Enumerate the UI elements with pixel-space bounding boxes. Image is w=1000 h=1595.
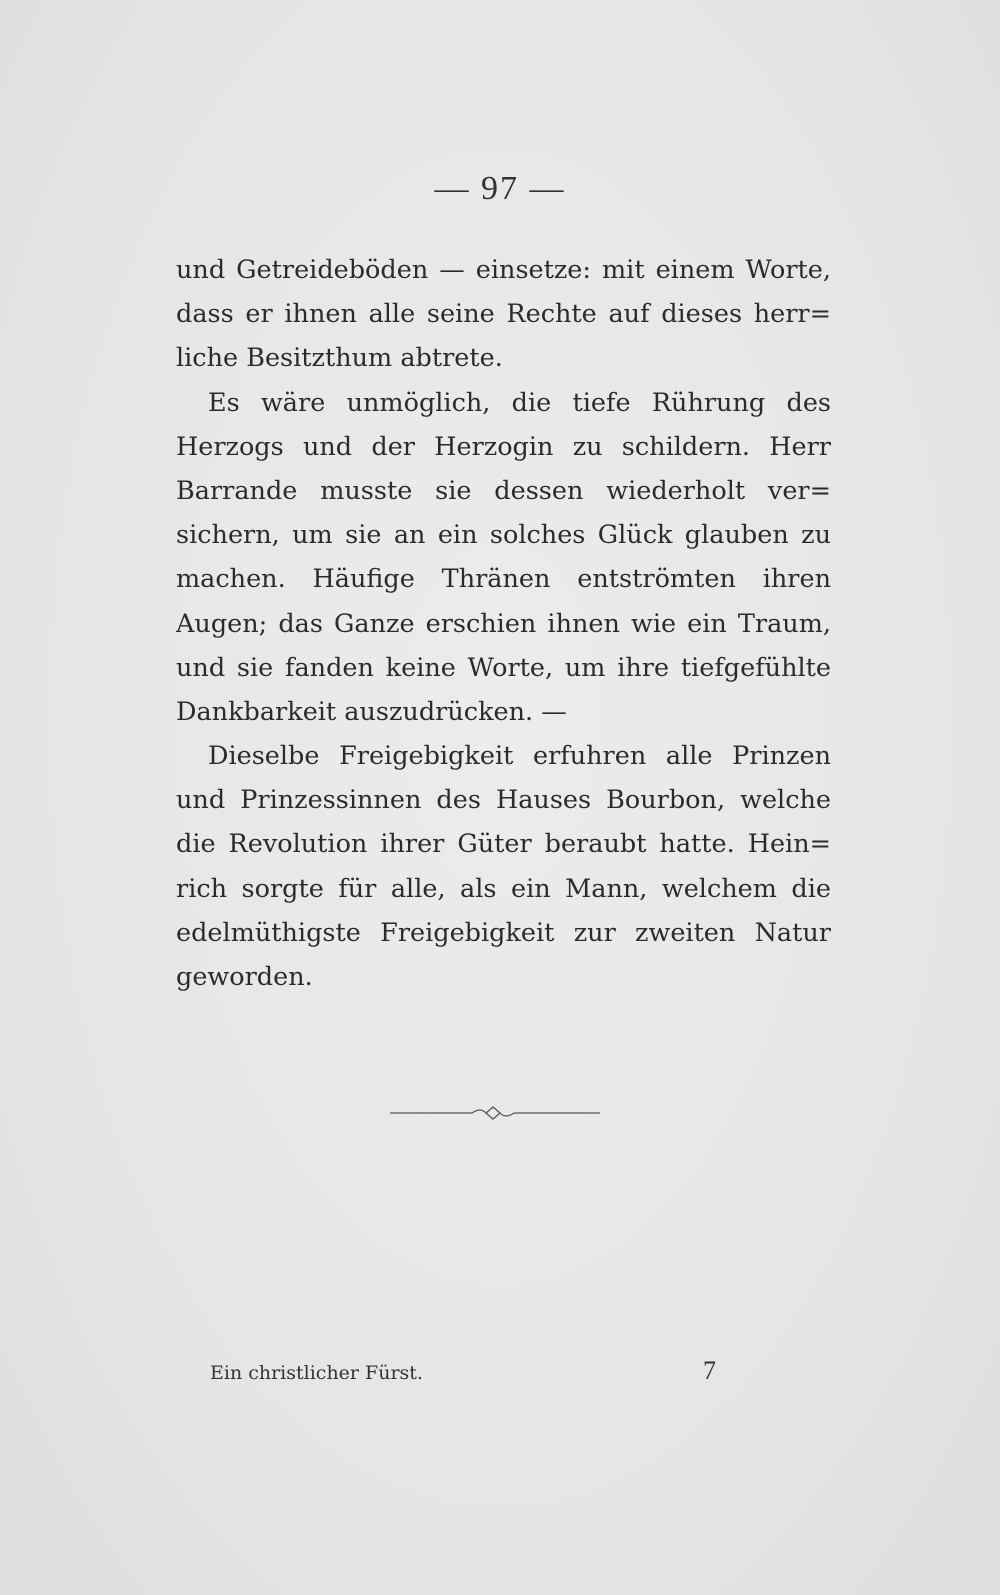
text-line: machen. Häufige Thränen entströmten ihren: [176, 564, 831, 595]
text-line: dass er ihnen alle seine Rechte auf dieses herr=: [176, 299, 831, 330]
text-line: und Prinzessinnen des Hauses Bourbon, welche: [176, 785, 831, 816]
text-line: Barrande musste sie dessen wiederholt ver=: [176, 475, 831, 506]
ornament-divider: [390, 1103, 610, 1123]
text-line: und sie fanden keine Worte, um ihre tiefgefühlte: [176, 652, 831, 683]
text-line: Augen; das Ganze erschien ihnen wie ein Traum,: [176, 608, 831, 639]
text-line: Dankbarkeit auszudrücken. —: [176, 696, 567, 727]
text-line: Herzogs und der Herzogin zu schildern. Herr: [176, 431, 831, 462]
footer-book-title: Ein christlicher Fürst.: [210, 1362, 423, 1384]
page-number: — 97 —: [434, 170, 566, 207]
text-line: Es wäre unmöglich, die tiefe Rührung des: [208, 387, 831, 418]
text-line: Dieselbe Freigebigkeit erfuhren alle Prinzen: [208, 741, 831, 772]
footer-signature-mark: 7: [703, 1356, 716, 1385]
text-line: die Revolution ihrer Güter beraubt hatte. Hein=: [176, 829, 831, 860]
text-line: edelmüthigste Freigebigkeit zur zweiten Natur: [176, 917, 831, 948]
text-line: liche Besitzthum abtrete.: [176, 343, 503, 374]
text-line: rich sorgte für alle, als ein Mann, welchem die: [176, 873, 831, 904]
text-line: geworden.: [176, 962, 313, 992]
text-line: sichern, um sie an ein solches Glück glauben zu: [176, 520, 831, 551]
text-line: und Getreideböden — einsetze: mit einem Worte,: [176, 255, 831, 285]
body-text: [176, 248, 831, 999]
